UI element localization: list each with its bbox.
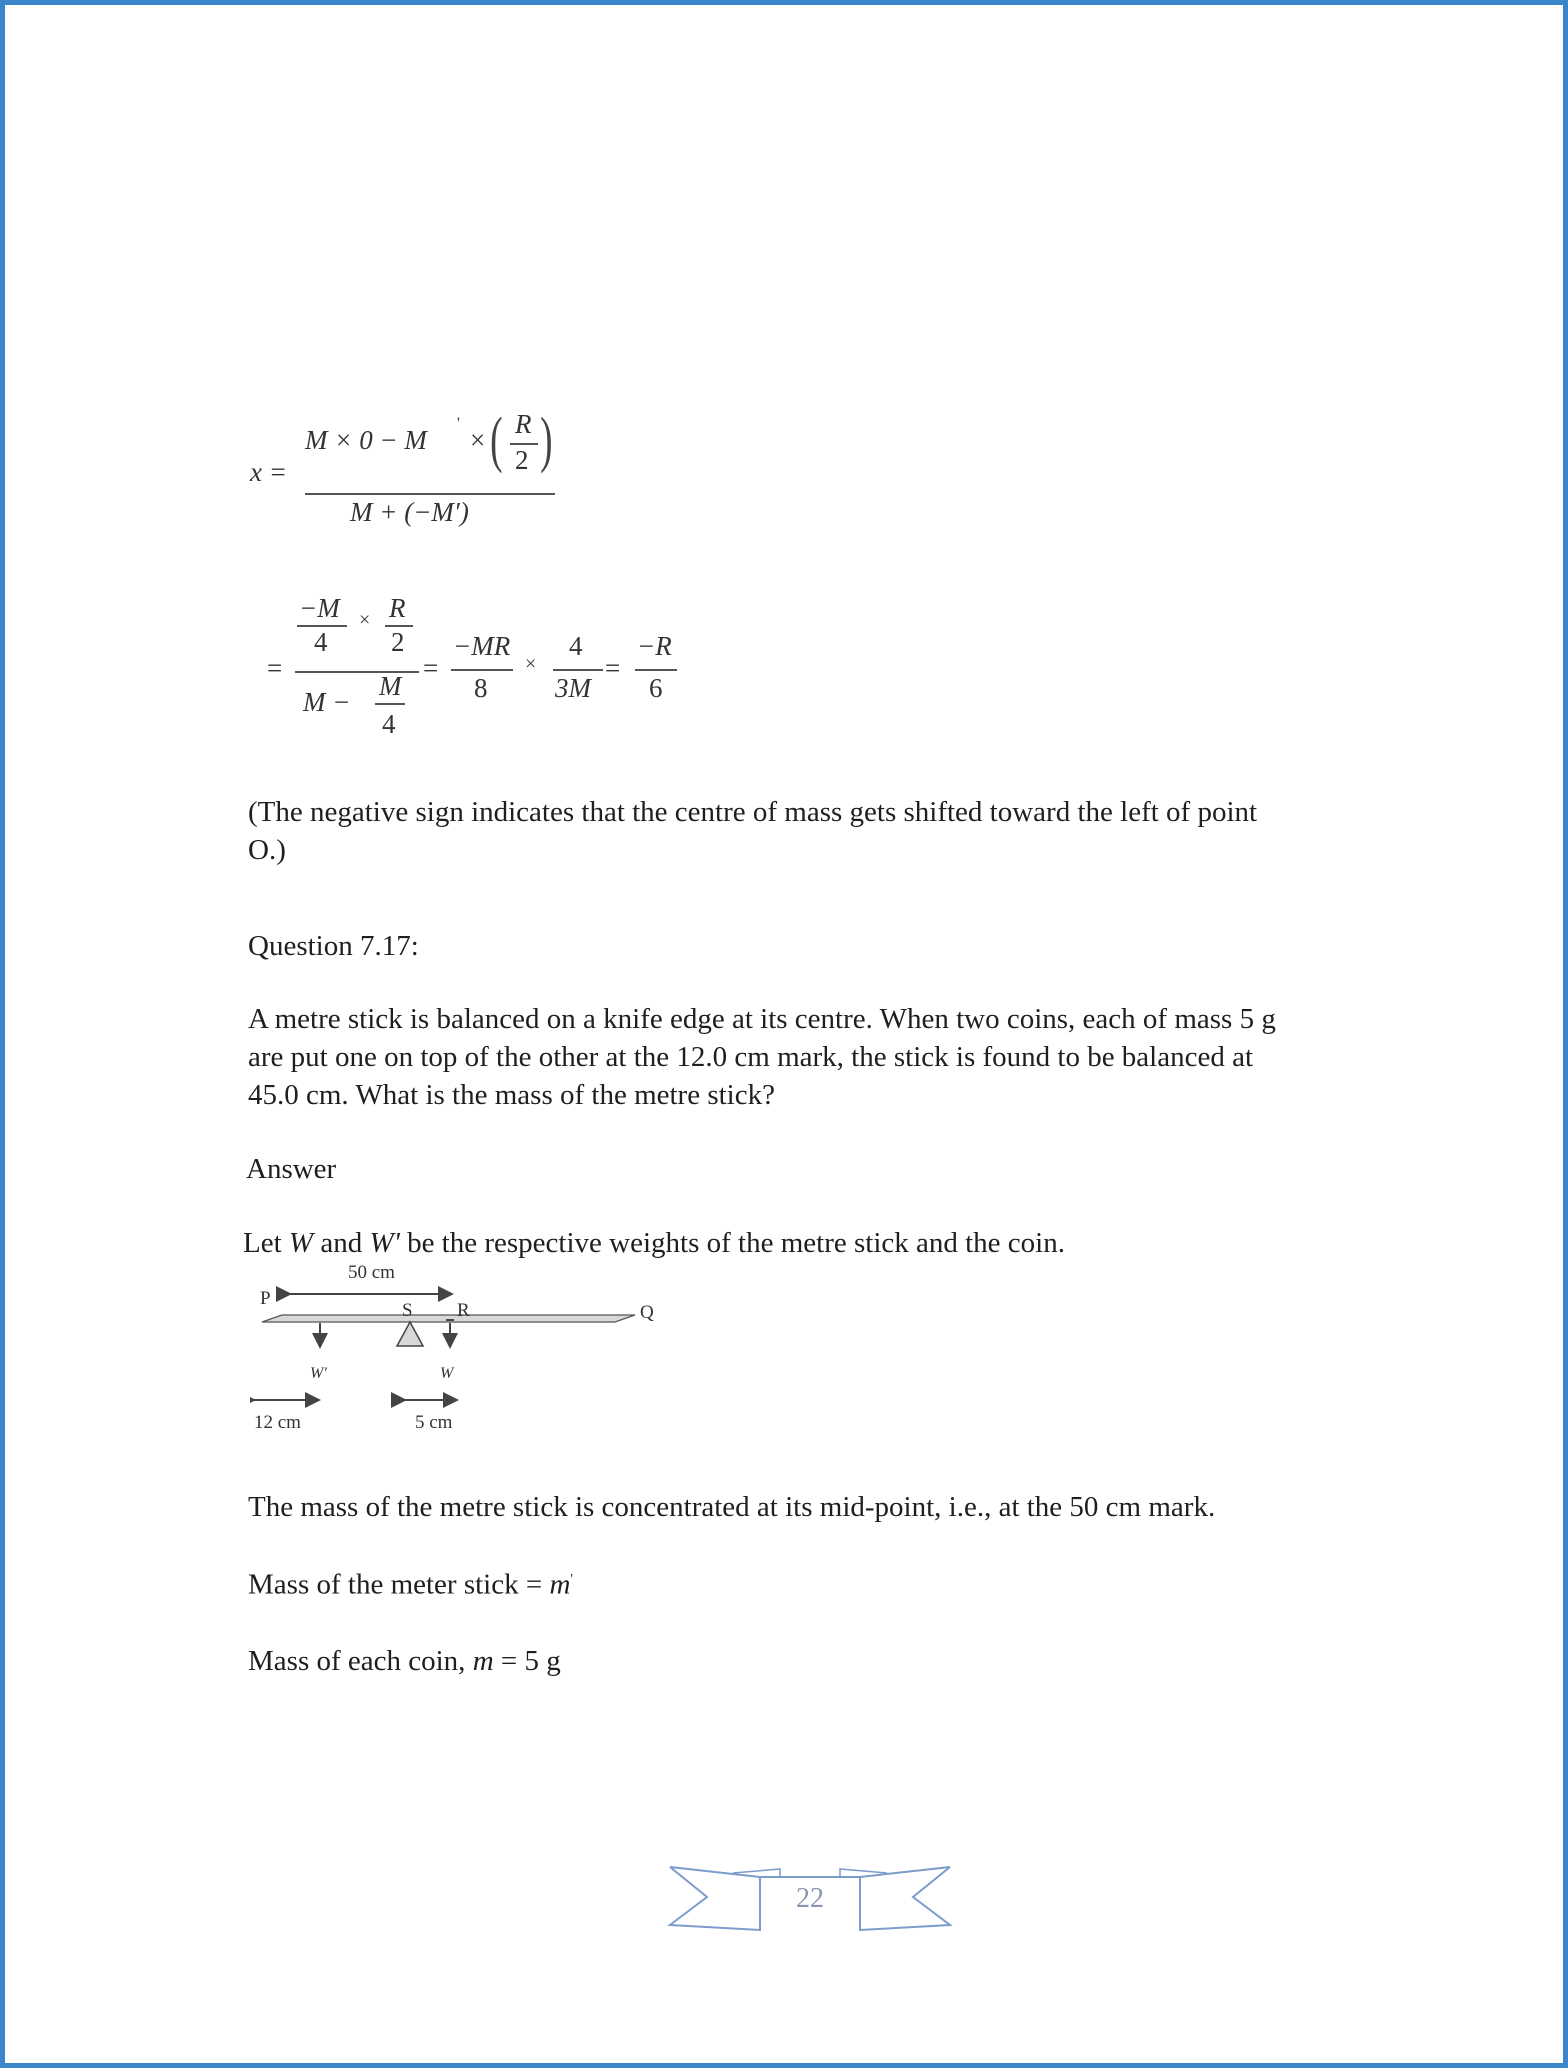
answer-line-1: The mass of the metre stick is concentrated at its mid-point, i.e., at the 50 cm mark.: [248, 1491, 1216, 1523]
eq2-equals-2: =: [423, 653, 439, 683]
page-number-ribbon: [665, 1855, 955, 1940]
question-body: [248, 1000, 1276, 1114]
eq2-frac-c-line: [451, 669, 513, 671]
eq2-frac-b-den: 2: [391, 627, 405, 657]
metre-stick-diagram: [250, 1260, 680, 1440]
eq1-prime: ': [457, 415, 460, 432]
question-heading: Question 7.17:: [248, 930, 419, 962]
eq2-frac-a-num: −M: [299, 593, 340, 623]
eq2-frac-c-num: −MR: [453, 631, 511, 661]
eq2-den-frac-den: 4: [382, 709, 396, 739]
eq2-den-lead: M −: [303, 687, 351, 717]
var-m-prime: ': [570, 1572, 573, 1587]
answer-heading: Answer: [246, 1153, 337, 1185]
line3-text: Mass of each coin,: [248, 1645, 473, 1677]
answer-line-2: [248, 1561, 573, 1604]
eq2-times-2: ×: [525, 653, 537, 675]
answer-intro: [243, 1224, 1065, 1262]
eq1-inner-num: R: [515, 409, 532, 439]
eq2-frac-d-den: 3M: [555, 673, 591, 703]
label-Q: Q: [640, 1302, 654, 1323]
eq1-close-paren: ): [540, 406, 553, 474]
diagram-lines: [250, 1260, 680, 1440]
eq2-frac-c-den: 8: [474, 673, 488, 703]
eq2-equals-1: =: [267, 653, 283, 683]
eq1-times: ×: [470, 425, 486, 455]
var-W-prime: W': [369, 1227, 400, 1259]
question-line-3: 45.0 cm. What is the mass of the metre stick?: [248, 1079, 775, 1111]
question-line-2: are put one on top of the other at the 12.0 cm mark, the stick is found to be balanced at: [248, 1041, 1254, 1073]
eq2-equals-3: =: [605, 653, 621, 683]
label-R: R: [457, 1300, 470, 1321]
var-m-coin: m: [472, 1645, 494, 1677]
line3-rest: = 5 g: [493, 1645, 561, 1677]
intro-pre: Let: [243, 1227, 289, 1259]
question-line-1: A metre stick is balanced on a knife edge at its centre. When two coins, each of mass 5 g: [248, 1003, 1276, 1035]
eq2-times-1: ×: [359, 609, 371, 631]
eq1-denominator: M + (−M′): [350, 497, 469, 527]
label-W: W: [440, 1365, 454, 1382]
eq2-frac-b-num: R: [389, 593, 406, 623]
equation-centre-of-mass: [250, 405, 570, 545]
label-S: S: [402, 1300, 413, 1321]
eq1-open-paren: (: [490, 406, 503, 474]
var-m: m: [549, 1568, 571, 1601]
label-12cm: 12 cm: [254, 1412, 301, 1433]
equation-simplification: [267, 591, 707, 751]
eq2-frac-e-line: [635, 669, 677, 671]
label-5cm: 5 cm: [415, 1412, 453, 1433]
label-P: P: [260, 1288, 271, 1309]
label-W-prime: W': [310, 1365, 327, 1382]
eq1-fracline: [305, 493, 555, 495]
var-W: W: [288, 1227, 314, 1259]
negative-sign-note: [248, 793, 1257, 869]
eq2-frac-e-den: 6: [649, 673, 663, 703]
intro-mid: and: [313, 1227, 370, 1259]
line2-text: Mass of the meter stick =: [248, 1568, 550, 1601]
eq2-frac-d-num: 4: [569, 631, 583, 661]
eq2-den-frac-num: M: [379, 671, 402, 701]
page-number: 22: [796, 1883, 824, 1914]
eq1-inner-den: 2: [515, 445, 529, 475]
eq2-frac-d-line: [553, 669, 603, 671]
intro-post: be the respective weights of the metre stick and the coin.: [399, 1227, 1065, 1259]
note-line-2: O.): [248, 834, 286, 866]
eq1-lhs: x =: [250, 457, 287, 487]
label-50cm: 50 cm: [348, 1262, 395, 1283]
eq1-numerator: M × 0 − M: [305, 425, 427, 455]
eq2-den-frac-line: [375, 703, 405, 705]
answer-line-3: [248, 1642, 561, 1680]
eq2-frac-a-den: 4: [314, 627, 328, 657]
eq2-frac-e-num: −R: [637, 631, 672, 661]
note-line-1: (The negative sign indicates that the centre of mass gets shifted toward the left of point: [248, 796, 1258, 828]
